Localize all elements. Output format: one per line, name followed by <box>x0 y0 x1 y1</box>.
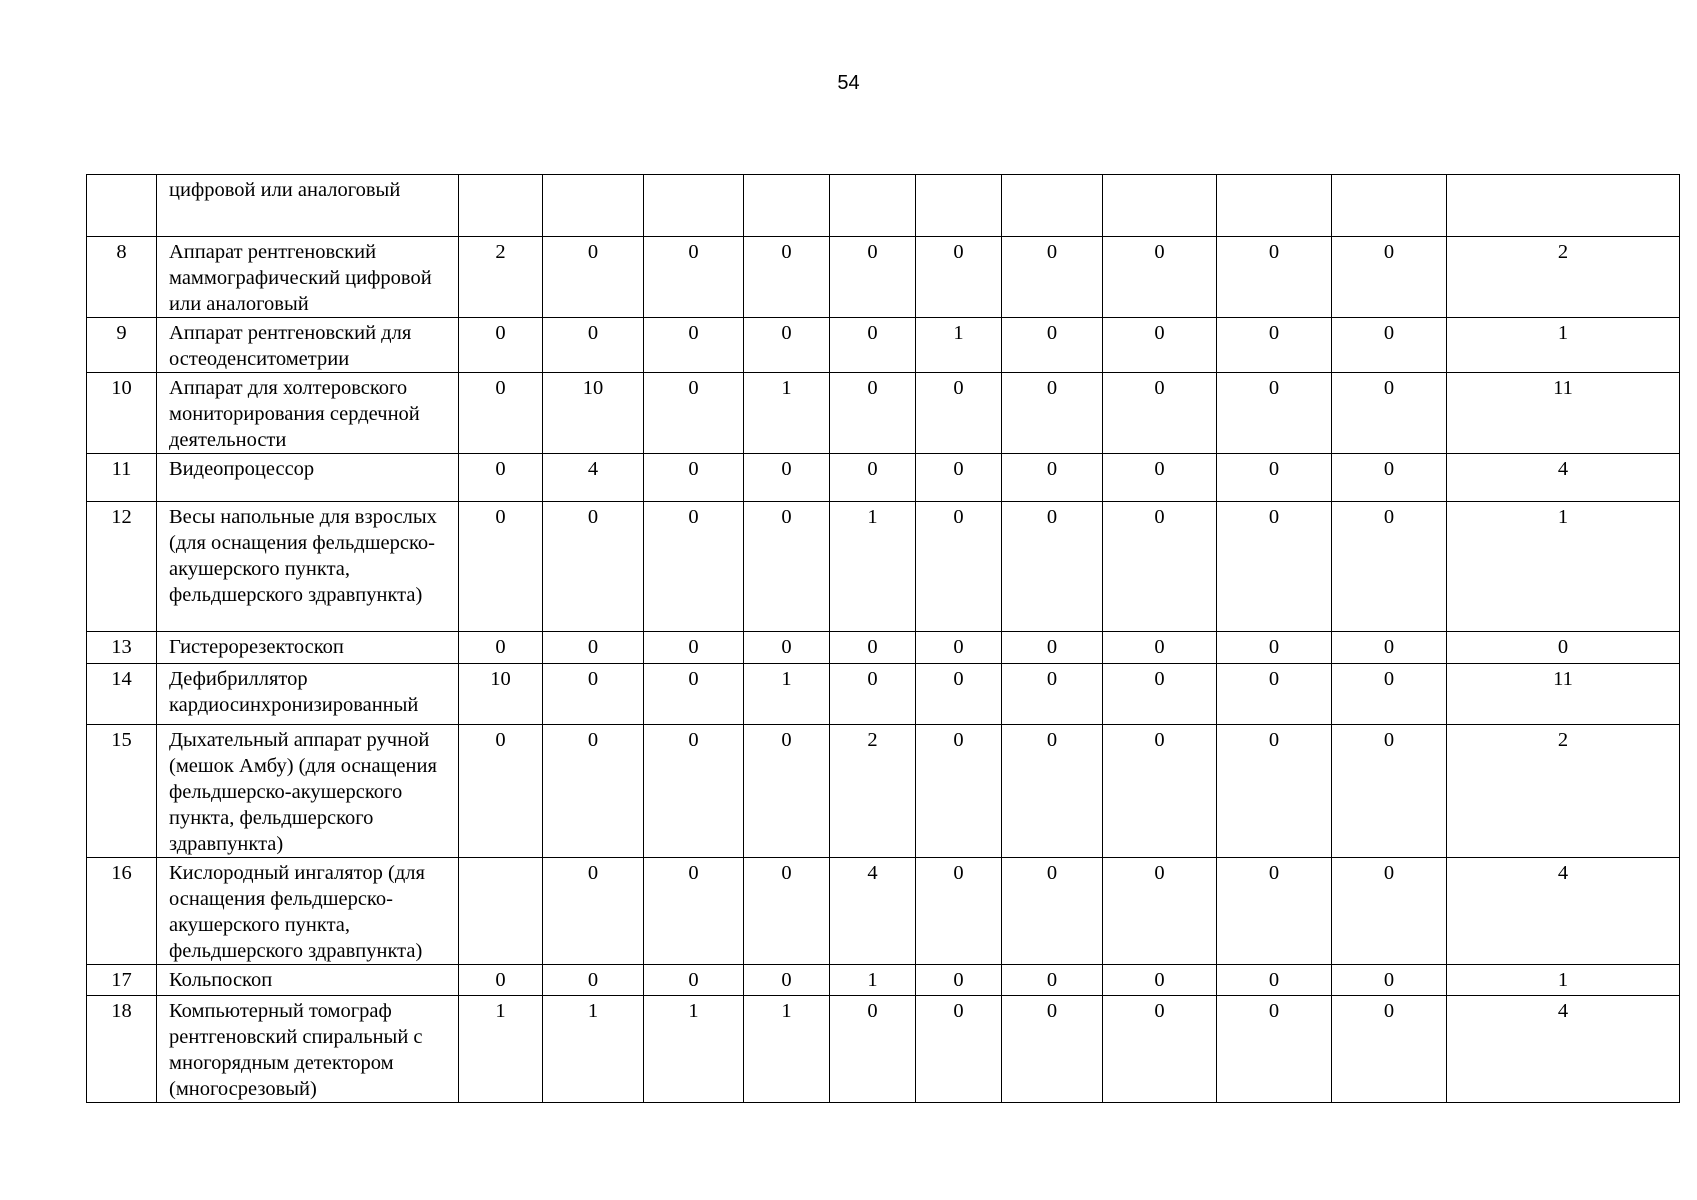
quantity-cell: 0 <box>644 318 744 373</box>
quantity-cell: 0 <box>644 965 744 996</box>
quantity-cell: 0 <box>1217 996 1332 1103</box>
quantity-cell: 4 <box>543 454 644 502</box>
quantity-cell <box>644 175 744 237</box>
quantity-cell: 0 <box>1332 502 1447 632</box>
quantity-cell: 0 <box>543 237 644 318</box>
quantity-cell: 0 <box>1217 965 1332 996</box>
total-cell: 1 <box>1447 502 1680 632</box>
quantity-cell: 0 <box>744 725 830 858</box>
quantity-cell: 0 <box>1002 454 1103 502</box>
quantity-cell: 0 <box>744 502 830 632</box>
quantity-cell: 0 <box>1217 502 1332 632</box>
quantity-cell: 0 <box>744 454 830 502</box>
quantity-cell: 2 <box>459 237 543 318</box>
quantity-cell: 0 <box>1332 858 1447 965</box>
quantity-cell: 0 <box>1103 373 1217 454</box>
total-cell <box>1447 175 1680 237</box>
quantity-cell: 0 <box>1103 965 1217 996</box>
quantity-cell: 0 <box>830 454 916 502</box>
page-number: 54 <box>837 72 860 94</box>
table-row <box>87 632 1680 664</box>
equipment-name: Видеопроцессор <box>157 454 459 502</box>
quantity-cell: 0 <box>916 858 1002 965</box>
row-number: 17 <box>87 965 157 996</box>
quantity-cell: 0 <box>644 373 744 454</box>
quantity-cell: 0 <box>644 858 744 965</box>
quantity-cell: 0 <box>744 318 830 373</box>
quantity-cell: 1 <box>459 996 543 1103</box>
quantity-cell: 4 <box>830 858 916 965</box>
row-number: 11 <box>87 454 157 502</box>
quantity-cell: 0 <box>830 237 916 318</box>
quantity-cell: 0 <box>543 632 644 664</box>
quantity-cell: 0 <box>1332 454 1447 502</box>
quantity-cell: 0 <box>1217 373 1332 454</box>
row-number: 14 <box>87 664 157 725</box>
quantity-cell: 0 <box>830 664 916 725</box>
table-row <box>87 502 1680 632</box>
row-number: 9 <box>87 318 157 373</box>
quantity-cell: 1 <box>744 996 830 1103</box>
quantity-cell: 1 <box>916 318 1002 373</box>
total-cell: 1 <box>1447 965 1680 996</box>
row-number <box>87 175 157 237</box>
quantity-cell: 0 <box>1103 318 1217 373</box>
table-body <box>87 175 1680 1103</box>
equipment-name: Аппарат для холтеровского мониторирования сердечной деятельности <box>157 373 459 454</box>
quantity-cell: 0 <box>644 454 744 502</box>
total-cell: 2 <box>1447 237 1680 318</box>
quantity-cell: 0 <box>830 318 916 373</box>
table-row <box>87 725 1680 858</box>
quantity-cell: 0 <box>1002 858 1103 965</box>
quantity-cell: 0 <box>1103 632 1217 664</box>
quantity-cell: 0 <box>916 632 1002 664</box>
quantity-cell: 0 <box>644 237 744 318</box>
equipment-name: Компьютерный томограф рентгеновский спиральный с многорядным детектором (многосрезовый) <box>157 996 459 1103</box>
quantity-cell: 0 <box>1332 373 1447 454</box>
quantity-cell: 0 <box>916 725 1002 858</box>
quantity-cell: 0 <box>459 318 543 373</box>
quantity-cell: 1 <box>744 373 830 454</box>
quantity-cell: 0 <box>830 996 916 1103</box>
quantity-cell: 0 <box>644 725 744 858</box>
quantity-cell: 0 <box>916 996 1002 1103</box>
quantity-cell: 0 <box>1002 318 1103 373</box>
total-cell: 1 <box>1447 318 1680 373</box>
quantity-cell: 0 <box>459 965 543 996</box>
quantity-cell: 0 <box>916 965 1002 996</box>
table-row <box>87 996 1680 1103</box>
total-cell: 4 <box>1447 858 1680 965</box>
quantity-cell: 0 <box>916 237 1002 318</box>
quantity-cell: 0 <box>1002 664 1103 725</box>
quantity-cell: 0 <box>744 858 830 965</box>
row-number: 13 <box>87 632 157 664</box>
quantity-cell <box>1217 175 1332 237</box>
table-row <box>87 175 1680 237</box>
table-row <box>87 454 1680 502</box>
row-number: 18 <box>87 996 157 1103</box>
equipment-name: Аппарат рентгеновский для остеоденситометрии <box>157 318 459 373</box>
quantity-cell <box>830 175 916 237</box>
quantity-cell: 0 <box>1332 725 1447 858</box>
equipment-name: Кольпоскоп <box>157 965 459 996</box>
table-row <box>87 373 1680 454</box>
quantity-cell: 0 <box>916 454 1002 502</box>
quantity-cell <box>916 175 1002 237</box>
quantity-cell: 0 <box>543 502 644 632</box>
quantity-cell <box>1332 175 1447 237</box>
quantity-cell: 0 <box>916 664 1002 725</box>
total-cell: 0 <box>1447 632 1680 664</box>
quantity-cell: 0 <box>459 502 543 632</box>
table-row <box>87 318 1680 373</box>
quantity-cell: 0 <box>1002 725 1103 858</box>
quantity-cell: 0 <box>1332 996 1447 1103</box>
quantity-cell: 0 <box>644 632 744 664</box>
quantity-cell: 0 <box>1103 725 1217 858</box>
quantity-cell <box>459 858 543 965</box>
total-cell: 4 <box>1447 454 1680 502</box>
quantity-cell <box>459 175 543 237</box>
quantity-cell: 0 <box>1332 318 1447 373</box>
quantity-cell: 0 <box>1002 965 1103 996</box>
table-row <box>87 965 1680 996</box>
equipment-name: Кислородный ингалятор (для оснащения фельдшерско-акушерского пункта, фельдшерского здравпункта) <box>157 858 459 965</box>
quantity-cell: 2 <box>830 725 916 858</box>
quantity-cell: 0 <box>459 454 543 502</box>
equipment-name: цифровой или аналоговый <box>157 175 459 237</box>
equipment-table <box>86 174 1680 1103</box>
quantity-cell: 0 <box>744 237 830 318</box>
quantity-cell: 0 <box>744 632 830 664</box>
total-cell: 11 <box>1447 373 1680 454</box>
quantity-cell: 0 <box>644 502 744 632</box>
quantity-cell: 0 <box>830 373 916 454</box>
quantity-cell: 0 <box>1332 632 1447 664</box>
row-number: 15 <box>87 725 157 858</box>
total-cell: 11 <box>1447 664 1680 725</box>
equipment-name: Аппарат рентгеновский маммографический цифровой или аналоговый <box>157 237 459 318</box>
quantity-cell: 0 <box>543 318 644 373</box>
quantity-cell: 0 <box>1103 996 1217 1103</box>
quantity-cell: 0 <box>1103 237 1217 318</box>
total-cell: 2 <box>1447 725 1680 858</box>
quantity-cell: 0 <box>1217 454 1332 502</box>
table-row <box>87 237 1680 318</box>
equipment-name: Гистерорезектоскоп <box>157 632 459 664</box>
quantity-cell: 0 <box>1332 664 1447 725</box>
quantity-cell: 10 <box>543 373 644 454</box>
row-number: 10 <box>87 373 157 454</box>
quantity-cell: 0 <box>459 373 543 454</box>
quantity-cell: 0 <box>543 965 644 996</box>
row-number: 12 <box>87 502 157 632</box>
quantity-cell <box>1103 175 1217 237</box>
quantity-cell: 0 <box>1217 318 1332 373</box>
total-cell: 4 <box>1447 996 1680 1103</box>
table-row <box>87 858 1680 965</box>
quantity-cell: 0 <box>830 632 916 664</box>
quantity-cell: 0 <box>459 632 543 664</box>
quantity-cell: 0 <box>1002 632 1103 664</box>
row-number: 8 <box>87 237 157 318</box>
quantity-cell: 1 <box>543 996 644 1103</box>
quantity-cell: 1 <box>644 996 744 1103</box>
quantity-cell: 0 <box>644 664 744 725</box>
quantity-cell: 0 <box>916 373 1002 454</box>
quantity-cell: 0 <box>1002 996 1103 1103</box>
quantity-cell: 0 <box>1332 965 1447 996</box>
quantity-cell <box>1002 175 1103 237</box>
quantity-cell: 0 <box>744 965 830 996</box>
equipment-name: Весы напольные для взрослых (для оснащения фельдшерско-акушерского пункта, фельдшерского здравпункта) <box>157 502 459 632</box>
quantity-cell: 0 <box>1002 373 1103 454</box>
quantity-cell <box>543 175 644 237</box>
quantity-cell: 1 <box>744 664 830 725</box>
quantity-cell: 0 <box>1103 858 1217 965</box>
quantity-cell: 0 <box>459 725 543 858</box>
equipment-name: Дефибриллятор кардиосинхронизированный <box>157 664 459 725</box>
quantity-cell: 0 <box>1217 725 1332 858</box>
quantity-cell <box>744 175 830 237</box>
quantity-cell: 10 <box>459 664 543 725</box>
quantity-cell: 0 <box>543 725 644 858</box>
quantity-cell: 1 <box>830 502 916 632</box>
table-row <box>87 664 1680 725</box>
quantity-cell: 0 <box>916 502 1002 632</box>
quantity-cell: 0 <box>543 858 644 965</box>
quantity-cell: 0 <box>1217 664 1332 725</box>
quantity-cell: 0 <box>1217 858 1332 965</box>
quantity-cell: 1 <box>830 965 916 996</box>
row-number: 16 <box>87 858 157 965</box>
quantity-cell: 0 <box>1002 502 1103 632</box>
quantity-cell: 0 <box>1002 237 1103 318</box>
quantity-cell: 0 <box>1217 632 1332 664</box>
quantity-cell: 0 <box>1103 664 1217 725</box>
quantity-cell: 0 <box>1332 237 1447 318</box>
quantity-cell: 0 <box>1103 502 1217 632</box>
equipment-name: Дыхательный аппарат ручной (мешок Амбу) (для оснащения фельдшерско-акушерского пункта, фельдшерского здравпункта) <box>157 725 459 858</box>
quantity-cell: 0 <box>1217 237 1332 318</box>
quantity-cell: 0 <box>1103 454 1217 502</box>
quantity-cell: 0 <box>543 664 644 725</box>
